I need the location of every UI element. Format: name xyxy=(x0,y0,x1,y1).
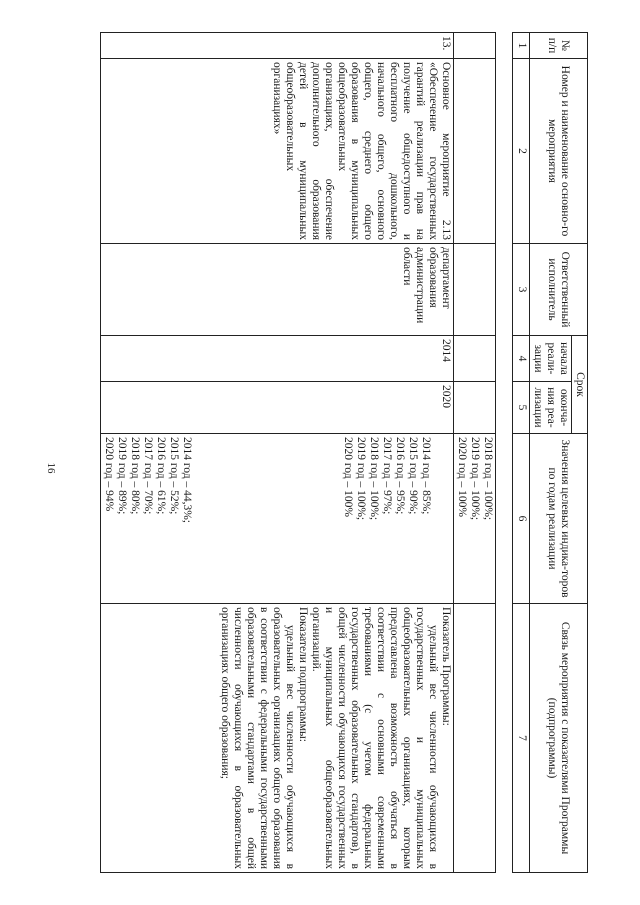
value-line: 2018 год – 100%; xyxy=(482,437,494,521)
value-line: 2014 год – 44,3%; xyxy=(181,437,193,523)
start-year: 2014 xyxy=(101,336,454,382)
value-line: 2020 год – 100% xyxy=(456,437,468,517)
value-line: 2019 год – 100%; xyxy=(355,437,367,521)
header-srok: Срок xyxy=(572,336,588,434)
value-line: 2016 год – 95%; xyxy=(394,437,406,515)
end-year: 2020 xyxy=(101,382,454,434)
col-number: 2 xyxy=(513,59,530,244)
header-end: оконча-ния реа-лизации xyxy=(530,382,572,434)
subprogram-indicator-text: удельный вес численности обучающихся в образовательных организациях общего образования в соответствии с федеральными государственными образовательными стандартами в общей численности обучающихся в образовательных организациях общего образования; xyxy=(219,607,296,869)
target-values xyxy=(101,434,454,604)
row-number: 13. xyxy=(101,33,454,59)
value-line: 2018 год – 100%; xyxy=(368,437,380,521)
body-table xyxy=(100,32,496,873)
value-line: 2019 год – 89%; xyxy=(116,437,128,515)
activity-name: Основное мероприятие 2.13 «Обеспечение государственных гарантий реализации прав на получение общедоступного и бесплатного дошкольного, начального общего, основного общего, среднего общего образования в муниципальных общеобразовательных организациях, обеспечение дополнительного образования детей в муниципальных общеобразовательных организациях» xyxy=(101,59,454,244)
header-table xyxy=(512,32,588,873)
program-indicator-text: удельный вес численности обучающихся в государственных и муниципальных общеобразовательных организациях, которым предоставлена возможность обучаться в соответствии с основными современными требованиями (с учетом федеральных государственных образовательных стандартов), в общей численности обучающихся государственных и муниципальных общеобразовательных организаций. xyxy=(310,607,439,869)
subprogram-indicator-title: Показатели подпрограммы: xyxy=(297,607,309,742)
program-indicator-title: Показатель Программы: xyxy=(440,607,452,726)
value-line: 2019 год – 100%; xyxy=(469,437,481,521)
executor: департамент образования администрации области xyxy=(101,244,454,336)
header-values: Значения целевых индика-торов по годам реализации xyxy=(530,434,588,604)
continuation-row xyxy=(454,33,496,873)
value-line: 2017 год – 70%; xyxy=(142,437,154,515)
col-number: 7 xyxy=(513,604,530,873)
col-number: 3 xyxy=(513,244,530,336)
value-line: 2016 год – 61%; xyxy=(155,437,167,515)
col-number: 1 xyxy=(513,33,530,59)
table-row xyxy=(101,33,454,873)
header-link: Связь мероприятия с показателями Программы (подпрограммы) xyxy=(530,604,588,873)
header-num: № п/п xyxy=(530,33,588,59)
continuation-values xyxy=(454,434,496,604)
value-line: 2014 год – 85%; xyxy=(420,437,432,515)
value-line: 2020 год – 94% xyxy=(103,437,115,512)
header-executor: Ответственный исполнитель xyxy=(530,244,588,336)
value-line: 2015 год – 90%; xyxy=(407,437,419,515)
col-number: 5 xyxy=(513,382,530,434)
col-number: 4 xyxy=(513,336,530,382)
program-link xyxy=(101,604,454,873)
page-number: 16 xyxy=(45,462,57,474)
value-line: 2017 год – 97%; xyxy=(381,437,393,515)
header-start: начала реали-зации xyxy=(530,336,572,382)
value-line: 2015 год – 52%; xyxy=(168,437,180,515)
col-number: 6 xyxy=(513,434,530,604)
value-line: 2018 год – 80%; xyxy=(129,437,141,515)
value-line: 2020 год – 100% xyxy=(342,437,354,517)
header-name: Номер и наименование основно-го мероприятия xyxy=(530,59,588,244)
rotated-page xyxy=(53,32,588,872)
